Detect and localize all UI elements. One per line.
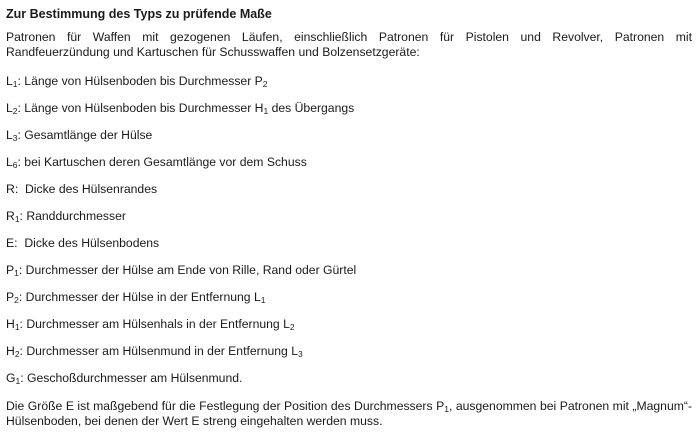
definition-text: bei Kartuschen deren Gesamtlänge vor dem Schuss [24,155,307,169]
definition-symbol: $H_2$: [6,344,23,359]
definition-text: Randdurchmesser [26,209,126,223]
definition-item [6,73,268,89]
outro-paragraph: Die Größe E ist maßgebend für die Festlegung der Position des Durchmessers $P_1$, ausgenommen bei Patronen mit „Magnum“-Hülsenboden, bei denen der Wert E streng eingehalten werden muss. [6,399,692,428]
definition-symbol: $R_1$: [6,209,23,224]
definition-symbol: $P_2$: [6,290,23,305]
definition-symbol: $L_2$: [6,101,21,116]
definition-symbol: E: [6,236,18,250]
definition-symbol: $H_1$: [6,317,23,332]
definition-item [6,316,295,332]
definition-item [6,289,265,305]
definition-item [6,208,126,224]
definition-item [6,235,159,251]
definition-text: Dicke des Hülsenrandes [24,182,158,196]
definition-item [6,181,157,197]
definition-text: Länge von Hülsenboden bis Durchmesser $H_1$ des Übergangs [24,101,355,116]
definition-item [6,370,242,386]
definition-text: Durchmesser am Hülsenmund in der Entfernung $L_3$ [26,344,303,359]
definition-symbol: $L_1$: [6,74,21,89]
definition-item [6,343,303,359]
definition-item [6,154,307,170]
document-page [6,0,694,434]
definition-text: Dicke des Hülsenbodens [24,236,160,250]
definition-symbol: R: [6,182,19,196]
definition-item [6,127,152,143]
definition-item [6,262,356,278]
definition-symbol: $L_6$: [6,155,21,170]
definition-text: Gesamtlänge der Hülse [24,128,153,142]
definition-item [6,100,354,116]
definition-text: Geschoßdurchmesser am Hülsenmund. [27,371,243,385]
definition-text: Durchmesser der Hülse am Ende von Rille, Rand oder Gürtel [25,263,357,277]
definition-text: Länge von Hülsenboden bis Durchmesser $P_2$ [24,74,268,89]
definition-symbol: $P_1$: [6,263,23,278]
definition-text: Durchmesser am Hülsenhals in der Entfernung $L_2$ [26,317,295,332]
definition-symbol: $G_1$: [6,371,24,386]
definition-symbol: $L_3$: [6,128,21,143]
document-title: Zur Bestimmung des Typs zu prüfende Maße [6,7,272,21]
definition-text: Durchmesser der Hülse in der Entfernung $L_1$ [25,290,266,305]
intro-paragraph: Patronen für Waffen mit gezogenen Läufen, einschließlich Patronen für Pistolen und Revolver, Patronen mit Randfeuerzündung und Kartuschen für Schusswaffen und Bolzensetzgeräte: [6,30,692,59]
